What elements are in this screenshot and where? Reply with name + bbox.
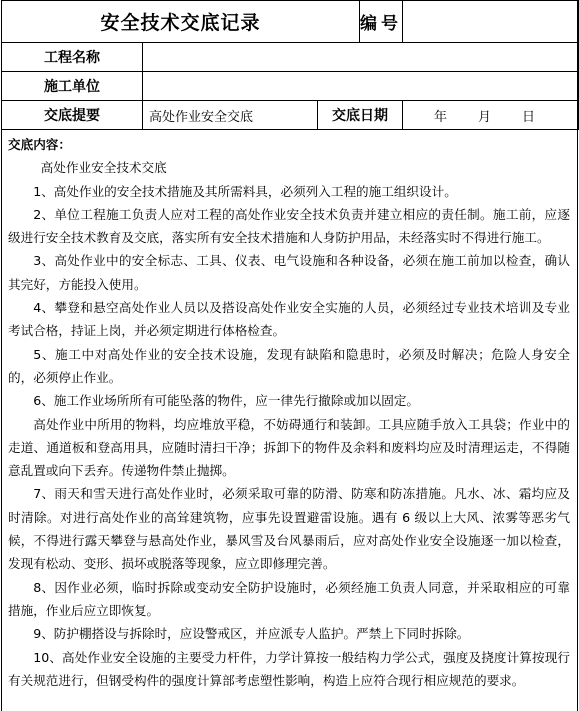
project-name-label: 工程名称 (2, 43, 143, 72)
title-row (2, 1, 579, 43)
content-paragraph: 10、高处作业安全设施的主要受力杆件，力学计算按一般结构力学公式，强度及挠度计算按现行有关规范进行，但钢受构件的强度计算部考虑塑性影响，构造上应符合现行相应规范的要求。 (8, 649, 570, 688)
content-paragraph: 7、雨天和雪天进行高处作业时，必须采取可靠的防滑、防寒和防冻措施。凡水、冰、霜均应及时清除。对进行高处作业的高耸建筑物，应事先设置避雷设施。遇有 6 级以上大风、浓雾等恶劣气候，不得进行露天攀登与悬高处作业，暴风雪及台风暴雨后，应对高处作业安全设施逐一加以检查，发现有松动、变形、损坏或脱落等现象，应立即修理完善。 (8, 486, 570, 572)
date-year: 年 (433, 109, 447, 125)
summary-label: 交底提要 (2, 101, 143, 130)
content-paragraph: 4、攀登和悬空高处作业人员以及搭设高处作业安全实施的人员，必须经过专业技术培训及专业考试合格，持证上岗，并必须定期进行体格检查。 (8, 300, 570, 339)
content-heading: 交底内容： (8, 137, 71, 152)
construction-unit-label: 施工单位 (2, 72, 143, 101)
construction-unit-value[interactable] (143, 72, 579, 101)
content-paragraph: 8、因作业必须，临时拆除或变动安全防护设施时，必须经施工负责人同意，并采取相应的可靠措施，作业后应立即恢复。 (8, 579, 570, 618)
content-paragraph: 1、高处作业的安全技术措施及其所需料具，必须列入工程的施工组织设计。 (33, 183, 457, 199)
summary-value[interactable]: 高处作业安全交底 (143, 101, 318, 130)
date-label: 交底日期 (318, 101, 403, 130)
content-paragraph: 6、施工作业场所所有可能坠落的物件，应一律先行撤除或加以固定。 (33, 393, 420, 409)
date-value[interactable] (403, 101, 579, 130)
disclosure-content (1, 129, 578, 711)
content-paragraph: 3、高处作业中的安全标志、工具、仪表、电气设施和各种设备，必须在施工前加以检查，确认其完好，方能投入使用。 (8, 253, 570, 292)
date-month: 月 (477, 109, 491, 125)
content-paragraph: 2、单位工程施工负责人应对工程的高处作业安全技术负责并建立相应的责任制。施工前，应逐级进行安全技术教育及交底，落实所有安全技术措施和人身防护用品，未经落实时不得进行施工。 (8, 206, 570, 246)
number-value[interactable] (403, 1, 579, 43)
content-subtitle: 高处作业安全技术交底 (40, 160, 167, 176)
number-label: 编号 (360, 1, 403, 43)
summary-row (2, 101, 579, 130)
construction-unit-row (2, 72, 579, 101)
content-paragraph: 5、施工中对高处作业的安全技术设施，发现有缺陷和隐患时，必须及时解决；危险人身安全的，必须停止作业。 (8, 346, 570, 385)
header-table (1, 0, 579, 130)
document-title: 安全技术交底记录 (2, 1, 360, 43)
content-paragraph: 9、防护棚搭设与拆除时，应设警戒区，并应派专人监护。严禁上下同时拆除。 (33, 626, 470, 642)
project-name-row (2, 43, 579, 72)
project-name-value[interactable] (143, 43, 579, 72)
content-paragraph: 高处作业中所用的物料，均应堆放平稳，不妨碍通行和装卸。工具应随手放入工具袋；作业中的走道、通道板和登高用具，应随时清扫干净；拆卸下的物件及余料和废料均应及时清理运走，不得随意乱置或向下丢弃。传递物件禁止抛掷。 (8, 416, 570, 479)
date-day: 日 (521, 109, 535, 125)
